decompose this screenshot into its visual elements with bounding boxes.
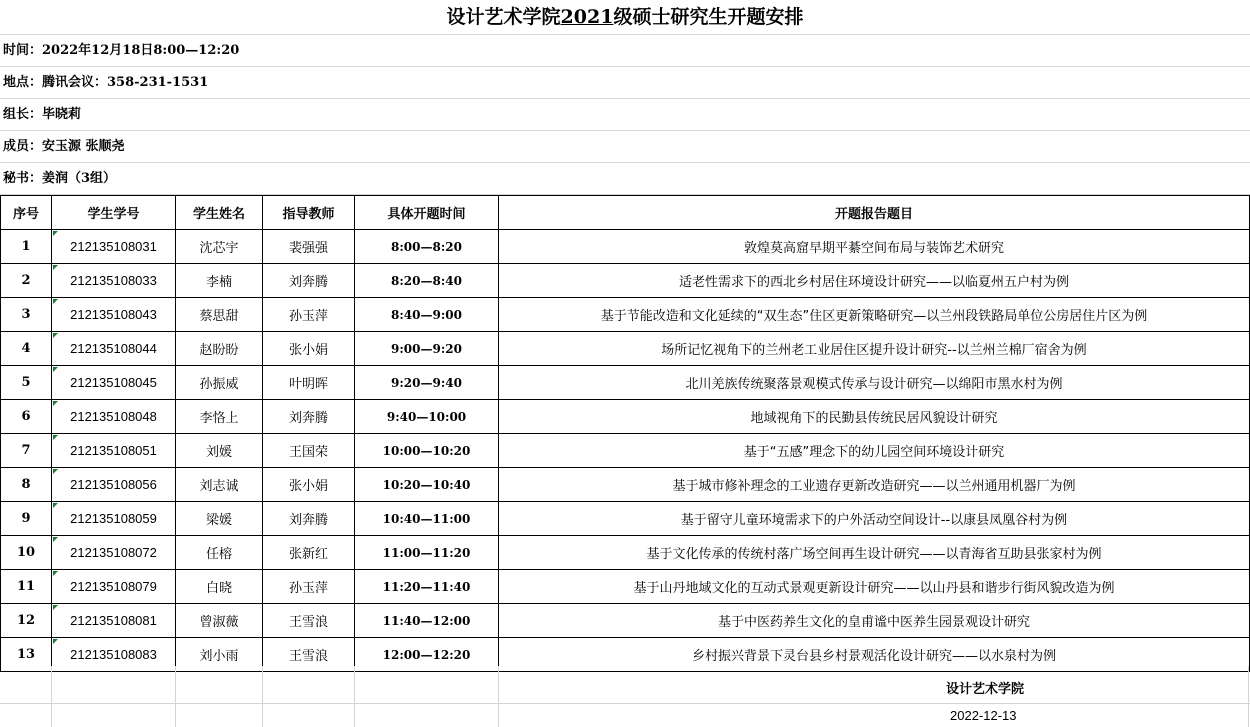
cell-student-id[interactable]: 212135108044 (52, 332, 176, 366)
grid-line (51, 666, 52, 727)
cell-advisor[interactable]: 王雪浪 (263, 638, 355, 672)
cell-time[interactable]: 8:40—9:00 (355, 298, 499, 332)
table-row (1, 468, 1250, 502)
cell-student-name[interactable]: 任榕 (176, 536, 263, 570)
cell-topic[interactable]: 北川羌族传统聚落景观模式传承与设计研究—以绵阳市黑水村为例 (499, 366, 1250, 400)
table-row (1, 230, 1250, 264)
cell-student-name[interactable]: 孙振威 (176, 366, 263, 400)
title-prefix: 设计艺术学院 (446, 6, 561, 28)
grid-line (498, 666, 499, 727)
table-row (1, 536, 1250, 570)
cell-time[interactable]: 10:20—10:40 (355, 468, 499, 502)
grid-line (354, 666, 355, 727)
cell-student-name[interactable]: 沈芯宇 (176, 230, 263, 264)
cell-no[interactable]: 9 (1, 502, 52, 536)
title-suffix: 级硕士研究生开题安排 (613, 6, 804, 28)
footer-organization[interactable]: 设计艺术学院 (946, 682, 1025, 697)
cell-no[interactable]: 4 (1, 332, 52, 366)
cell-time[interactable]: 9:00—9:20 (355, 332, 499, 366)
header-no[interactable]: 序号 (1, 196, 52, 230)
cell-time[interactable]: 11:00—11:20 (355, 536, 499, 570)
cell-student-id[interactable]: 212135108045 (52, 366, 176, 400)
cell-advisor[interactable]: 叶明晖 (263, 366, 355, 400)
cell-student-name[interactable]: 赵盼盼 (176, 332, 263, 366)
cell-no[interactable]: 6 (1, 400, 52, 434)
table-row (1, 264, 1250, 298)
cell-topic[interactable]: 基于文化传承的传统村落广场空间再生设计研究——以青海省互助县张家村为例 (499, 536, 1250, 570)
cell-advisor[interactable]: 刘奔腾 (263, 264, 355, 298)
cell-student-name[interactable]: 白晓 (176, 570, 263, 604)
table-row (1, 332, 1250, 366)
cell-student-id[interactable]: 212135108059 (52, 502, 176, 536)
cell-advisor[interactable]: 王国荣 (263, 434, 355, 468)
cell-topic[interactable]: 基于节能改造和文化延续的“双生态”住区更新策略研究—以兰州段铁路局单位公房居住片区为例 (499, 298, 1250, 332)
header-student-id[interactable]: 学生学号 (52, 196, 176, 230)
table-row (1, 604, 1250, 638)
cell-student-name[interactable]: 刘小雨 (176, 638, 263, 672)
table-row (1, 434, 1250, 468)
cell-student-name[interactable]: 刘志诚 (176, 468, 263, 502)
cell-no[interactable]: 7 (1, 434, 52, 468)
footer-date[interactable]: 2022-12-13 (950, 708, 1017, 723)
cell-advisor[interactable]: 张新红 (263, 536, 355, 570)
table-row (1, 502, 1250, 536)
cell-no[interactable]: 13 (1, 638, 52, 672)
footer-area (0, 666, 1250, 727)
cell-no[interactable]: 8 (1, 468, 52, 502)
header-topic[interactable]: 开题报告题目 (499, 196, 1250, 230)
header-advisor[interactable]: 指导教师 (263, 196, 355, 230)
title-year: 2021 (560, 6, 614, 28)
schedule-table (0, 195, 1250, 672)
grid-line (0, 703, 1250, 704)
cell-time[interactable]: 8:00—8:20 (355, 230, 499, 264)
table-header-row (1, 196, 1250, 230)
cell-student-id[interactable]: 212135108051 (52, 434, 176, 468)
sheet-title[interactable] (0, 0, 1250, 35)
cell-student-id[interactable]: 212135108048 (52, 400, 176, 434)
cell-topic[interactable]: 场所记忆视角下的兰州老工业居住区提升设计研究--以兰州兰棉厂宿舍为例 (499, 332, 1250, 366)
cell-topic[interactable]: 基于“五感”理念下的幼儿园空间环境设计研究 (499, 434, 1250, 468)
cell-topic[interactable]: 适老性需求下的西北乡村居住环境设计研究——以临夏州五户村为例 (499, 264, 1250, 298)
cell-no[interactable]: 3 (1, 298, 52, 332)
cell-no[interactable]: 10 (1, 536, 52, 570)
cell-student-id[interactable]: 212135108072 (52, 536, 176, 570)
cell-time[interactable]: 10:40—11:00 (355, 502, 499, 536)
cell-time[interactable]: 9:20—9:40 (355, 366, 499, 400)
info-leader[interactable]: 组长：毕晓莉 (0, 99, 1250, 131)
cell-student-id[interactable]: 212135108081 (52, 604, 176, 638)
cell-time[interactable]: 9:40—10:00 (355, 400, 499, 434)
info-members[interactable]: 成员：安玉源 张顺尧 (0, 131, 1250, 163)
cell-student-id[interactable]: 212135108056 (52, 468, 176, 502)
cell-student-name[interactable]: 刘媛 (176, 434, 263, 468)
cell-student-name[interactable]: 李恪上 (176, 400, 263, 434)
cell-student-id[interactable]: 212135108079 (52, 570, 176, 604)
cell-advisor[interactable]: 张小娟 (263, 332, 355, 366)
cell-no[interactable]: 2 (1, 264, 52, 298)
cell-no[interactable]: 12 (1, 604, 52, 638)
cell-topic[interactable]: 基于山丹地域文化的互动式景观更新设计研究——以山丹县和谐步行街风貌改造为例 (499, 570, 1250, 604)
info-secretary[interactable]: 秘书：姜润（3组） (0, 163, 1250, 195)
cell-advisor[interactable]: 张小娟 (263, 468, 355, 502)
cell-student-name[interactable]: 蔡思甜 (176, 298, 263, 332)
cell-topic[interactable]: 敦煌莫高窟早期平綦空间布局与装饰艺术研究 (499, 230, 1250, 264)
cell-advisor[interactable]: 王雪浪 (263, 604, 355, 638)
cell-no[interactable]: 1 (1, 230, 52, 264)
cell-no[interactable]: 5 (1, 366, 52, 400)
cell-student-name[interactable]: 曾淑薇 (176, 604, 263, 638)
cell-topic[interactable]: 基于留守儿童环境需求下的户外活动空间设计--以康县凤凰谷村为例 (499, 502, 1250, 536)
table-row (1, 400, 1250, 434)
table-row (1, 570, 1250, 604)
grid-line (1248, 666, 1249, 727)
cell-topic[interactable]: 地域视角下的民勤县传统民居风貌设计研究 (499, 400, 1250, 434)
cell-advisor[interactable]: 裴强强 (263, 230, 355, 264)
cell-time[interactable]: 12:00—12:20 (355, 638, 499, 672)
header-time[interactable]: 具体开题时间 (355, 196, 499, 230)
cell-student-name[interactable]: 梁媛 (176, 502, 263, 536)
grid-line (175, 666, 176, 727)
info-location[interactable]: 地点：腾讯会议：358-231-1531 (0, 67, 1250, 99)
grid-line (262, 666, 263, 727)
cell-student-id[interactable]: 212135108083 (52, 638, 176, 672)
cell-advisor[interactable]: 孙玉萍 (263, 570, 355, 604)
cell-time[interactable]: 10:00—10:20 (355, 434, 499, 468)
cell-no[interactable]: 11 (1, 570, 52, 604)
info-time[interactable]: 时间：2022年12月18日8:00—12:20 (0, 35, 1250, 67)
cell-student-id[interactable]: 212135108033 (52, 264, 176, 298)
cell-advisor[interactable]: 刘奔腾 (263, 502, 355, 536)
cell-student-id[interactable]: 212135108043 (52, 298, 176, 332)
cell-topic[interactable]: 基于中医药养生文化的皇甫谧中医养生园景观设计研究 (499, 604, 1250, 638)
cell-topic[interactable]: 乡村振兴背景下灵台县乡村景观活化设计研究——以水泉村为例 (499, 638, 1250, 672)
cell-student-id[interactable]: 212135108031 (52, 230, 176, 264)
cell-topic[interactable]: 基于城市修补理念的工业遗存更新改造研究——以兰州通用机器厂为例 (499, 468, 1250, 502)
cell-advisor[interactable]: 刘奔腾 (263, 400, 355, 434)
table-row (1, 366, 1250, 400)
cell-time[interactable]: 8:20—8:40 (355, 264, 499, 298)
header-student-name[interactable]: 学生姓名 (176, 196, 263, 230)
cell-time[interactable]: 11:20—11:40 (355, 570, 499, 604)
cell-advisor[interactable]: 孙玉萍 (263, 298, 355, 332)
cell-time[interactable]: 11:40—12:00 (355, 604, 499, 638)
cell-student-name[interactable]: 李楠 (176, 264, 263, 298)
table-row (1, 298, 1250, 332)
